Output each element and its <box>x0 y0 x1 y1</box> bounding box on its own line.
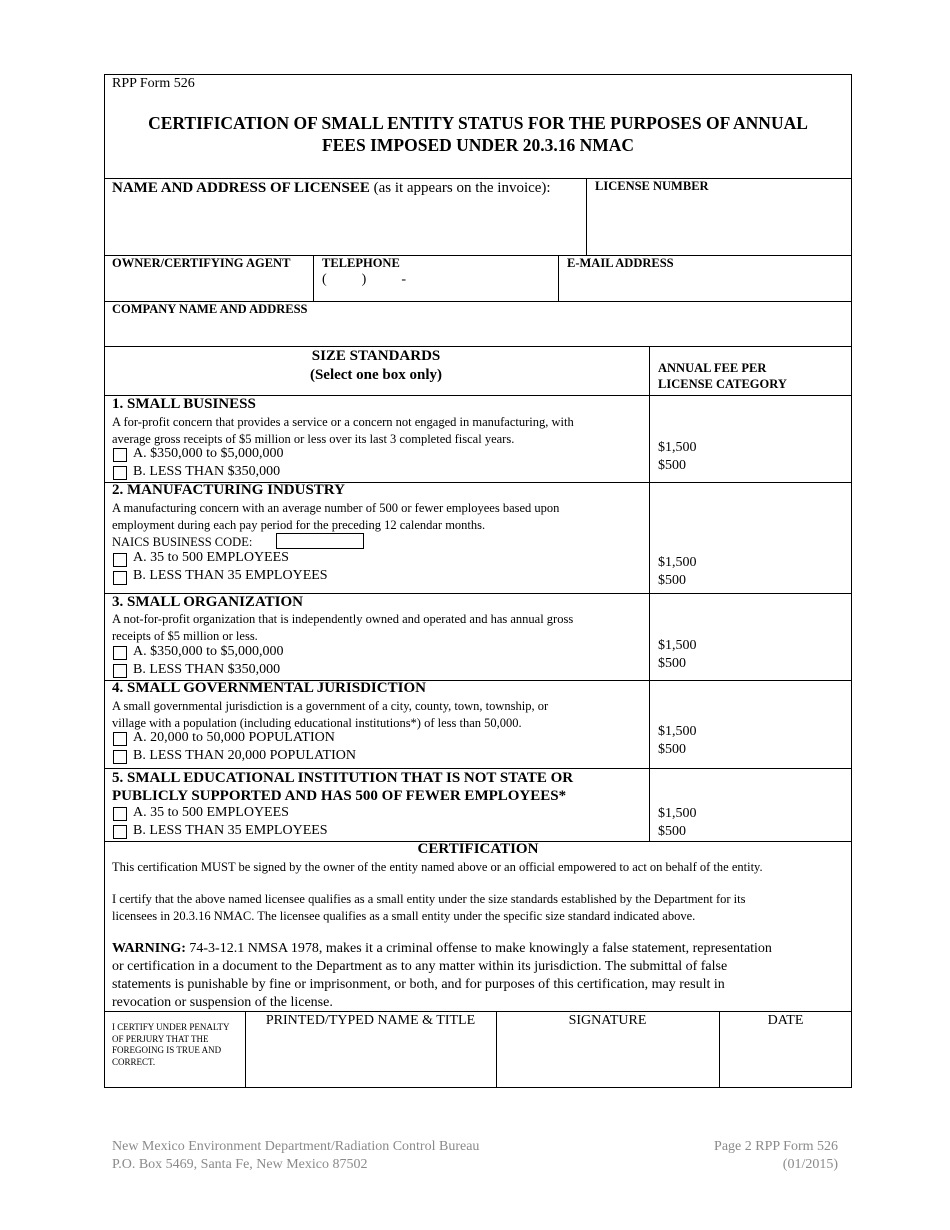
form-id: RPP Form 526 <box>112 76 195 91</box>
option-label: B. LESS THAN 35 EMPLOYEES <box>133 823 328 838</box>
checkbox-small-business-b[interactable] <box>113 466 127 480</box>
category-title: 3. SMALL ORGANIZATION <box>112 594 304 610</box>
fee-values: $1,500 $500 <box>658 440 697 473</box>
checkbox-educational-a[interactable] <box>113 807 127 821</box>
option-label: A. $350,000 to $5,000,000 <box>133 446 284 461</box>
certification-instruction: This certification MUST be signed by the owner of the entity named above or an official empowered to act on behalf of the entity. <box>112 860 763 874</box>
perjury-statement: I CERTIFY UNDER PENALTY OF PERJURY THAT THE FOREGOING IS TRUE AND CORRECT. <box>112 1022 230 1067</box>
licensee-name-label: NAME AND ADDRESS OF LICENSEE <box>112 180 370 196</box>
page-title: CERTIFICATION OF SMALL ENTITY STATUS FOR THE PURPOSES OF ANNUAL FEES IMPOSED UNDER 20.3.16 NMAC <box>148 113 808 155</box>
telephone-label: TELEPHONE <box>322 256 400 270</box>
naics-code-input[interactable] <box>276 533 364 549</box>
license-number-input[interactable] <box>590 196 848 251</box>
footer-address: New Mexico Environment Department/Radiation Control Bureau P.O. Box 5469, Santa Fe, New Mexico 87502 <box>112 1139 480 1172</box>
checkbox-manufacturing-a[interactable] <box>113 553 127 567</box>
owner-agent-label: OWNER/CERTIFYING AGENT <box>112 256 291 270</box>
category-description: A not-for-profit organization that is independently owned and operated and has annual gross receipts of $5 million or less. <box>112 612 574 643</box>
owner-agent-input[interactable] <box>108 272 308 298</box>
fee-values: $1,500 $500 <box>658 555 697 588</box>
licensee-name-field[interactable] <box>112 180 551 197</box>
warning-text: WARNING: 74-3-12.1 NMSA 1978, makes it a criminal offense to make knowingly a false statement, representation or certification in a document to the Department as to any matter within its jurisdiction. The submittal of false statements is punishable by fine or imprisonment, or both, and for purposes of this certification, may result in revocation or suspension of the license. <box>112 941 772 1010</box>
fee-values: $1,500 $500 <box>658 638 697 671</box>
checkbox-governmental-a[interactable] <box>113 732 127 746</box>
certification-heading: CERTIFICATION <box>417 841 539 857</box>
divider <box>558 255 559 301</box>
company-input[interactable] <box>108 318 848 344</box>
option-label: B. LESS THAN 20,000 POPULATION <box>133 748 356 763</box>
option-label: A. 20,000 to 50,000 POPULATION <box>133 730 335 745</box>
size-standards-heading: SIZE STANDARDS (Select one box only) <box>309 348 443 383</box>
divider <box>104 346 852 347</box>
divider <box>313 255 314 301</box>
divider <box>586 178 587 255</box>
signature-label: SIGNATURE <box>568 1013 647 1028</box>
email-input[interactable] <box>563 272 848 298</box>
checkbox-manufacturing-b[interactable] <box>113 571 127 585</box>
option-label: A. $350,000 to $5,000,000 <box>133 644 284 659</box>
footer-page-info: Page 2 RPP Form 526 (01/2015) <box>714 1139 838 1172</box>
checkbox-small-organization-a[interactable] <box>113 646 127 660</box>
fee-heading: ANNUAL FEE PER LICENSE CATEGORY <box>658 361 787 391</box>
category-description: A for-profit concern that provides a service or a concern not engaged in manufacturing, with average gross receipts of $5 million or less over its last 3 completed fiscal years. <box>112 415 574 446</box>
name-title-label: PRINTED/TYPED NAME & TITLE <box>265 1013 476 1028</box>
category-title: 5. SMALL EDUCATIONAL INSTITUTION THAT IS NOT STATE OR PUBLICLY SUPPORTED AND HAS 500 OF FEWER EMPLOYEES* <box>112 770 574 804</box>
divider <box>649 346 650 841</box>
email-label: E-MAIL ADDRESS <box>567 256 674 270</box>
checkbox-small-business-a[interactable] <box>113 448 127 462</box>
signature-input[interactable] <box>501 1032 713 1084</box>
telephone-input[interactable]: ( ) - <box>322 272 406 287</box>
option-label: B. LESS THAN $350,000 <box>133 464 281 479</box>
option-label: B. LESS THAN 35 EMPLOYEES <box>133 568 328 583</box>
option-label: A. 35 to 500 EMPLOYEES <box>133 805 289 820</box>
checkbox-educational-b[interactable] <box>113 825 127 839</box>
certification-statement: I certify that the above named licensee qualifies as a small entity under the size standards established by the Department for its licensees in 20.3.16 NMAC. The licensee qualifies as a small entity under the specific size standard indicated above. <box>112 892 746 923</box>
option-label: B. LESS THAN $350,000 <box>133 662 281 677</box>
date-label: DATE <box>767 1013 804 1028</box>
category-title: 4. SMALL GOVERNMENTAL JURISDICTION <box>112 680 426 696</box>
date-input[interactable] <box>724 1032 846 1084</box>
category-title: 1. SMALL BUSINESS <box>112 396 256 412</box>
warning-label: WARNING: <box>112 941 186 956</box>
licensee-name-note: (as it appears on the invoice): <box>373 180 551 196</box>
name-title-input[interactable] <box>250 1032 490 1084</box>
checkbox-governmental-b[interactable] <box>113 750 127 764</box>
checkbox-small-organization-b[interactable] <box>113 664 127 678</box>
naics-label: NAICS BUSINESS CODE: <box>112 535 253 549</box>
divider <box>104 178 852 179</box>
category-description: A small governmental jurisdiction is a government of a city, county, town, township, or village with a population (including educational institutions*) of less than 50,000. <box>112 699 549 730</box>
fee-values: $1,500 $500 <box>658 724 697 757</box>
category-title: 2. MANUFACTURING INDUSTRY <box>112 482 345 498</box>
license-number-label: LICENSE NUMBER <box>595 179 709 193</box>
fee-values: $1,500 $500 <box>658 806 697 839</box>
company-label: COMPANY NAME AND ADDRESS <box>112 302 308 316</box>
option-label: A. 35 to 500 EMPLOYEES <box>133 550 289 565</box>
category-description: A manufacturing concern with an average number of 500 or fewer employees based upon employment during each pay period for the preceding 12 calendar months. NAICS BUSINESS CODE: <box>112 501 560 549</box>
